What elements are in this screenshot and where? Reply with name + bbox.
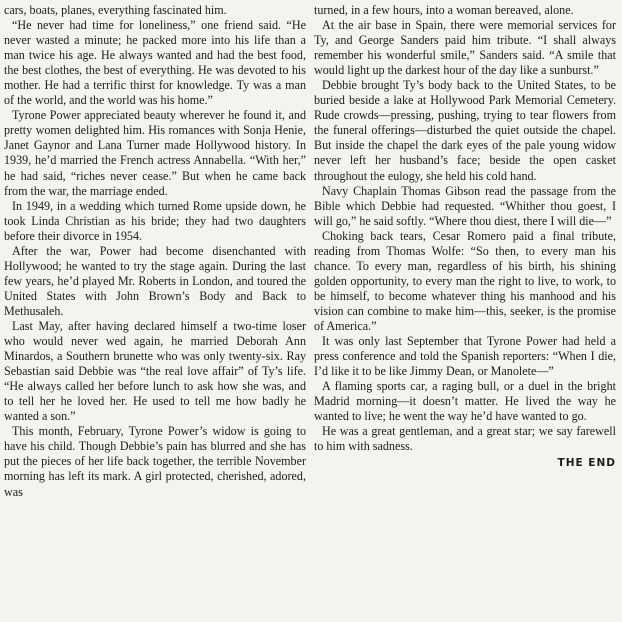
paragraph: Tyrone Power appreciated beauty wherever he found it, and pretty women delighted him. His romances with Sonja Henie, Janet Gaynor and Lana Turner made Hollywood history. In 1939, he’d married the French actress Annabella. “With her,” he had said, “riches never cease.” But when he came back from the war, the marriage ended.	[4, 108, 306, 198]
paragraph: A flaming sports car, a raging bull, or a duel in the bright Madrid morning—it doesn’t matter. He lived the way he wanted to live; he went the way he’d have wanted to go.	[314, 379, 616, 424]
paragraph: He was a great gentleman, and a great star; we say farewell to him with sadness.	[314, 424, 616, 454]
paragraph: “He never had time for loneliness,” one friend said. “He never wasted a minute; he packed more into his life than a man twice his age. He always wanted and had the best food, the best clothes, the best of everything. He was devoted to his mother. He had a terrific thirst for knowledge. Ty was a man of the world, and the world was his home.”	[4, 18, 306, 108]
paragraph: Last May, after having declared himself a two-time loser who would never wed again, he married Deborah Ann Minardos, a Southern brunette who was only twenty-six. Ray Sebastian said Debbie was “the real love affair” of Ty’s life. “He always called her before lunch to ask how she was, and to tell her he loved her. He used to tell me how badly he wanted a son.”	[4, 318, 306, 424]
paragraph: turned, in a few hours, into a woman bereaved, alone.	[314, 3, 574, 17]
paragraph: It was only last September that Tyrone Power had held a press conference and told the Spanish reporters: “When I die, I’d like it to be like Jimmy Dean, or Manolete—”	[314, 334, 616, 379]
paragraph: Navy Chaplain Thomas Gibson read the passage from the Bible which Debbie had requested. “Whither thou goest, I will go,” he said softly. “Where thou diest, there I will die—”	[314, 183, 616, 228]
paragraph: This month, February, Tyrone Power’s widow is going to have his child. Though Debbie’s pain has blurred and she has put the pieces of her life back together, the terrible November morning has left its mark. A girl protected, cherished, adored, was	[4, 424, 306, 499]
end-mark: THE END	[557, 457, 616, 470]
right-column	[314, 3, 616, 618]
paragraph: At the air base in Spain, there were memorial services for Ty, and George Sanders paid him tribute. “I shall always remember his wonderful smile,” Sanders said. “A smile that would light up the darkest hour of the day like a sunburst.”	[314, 18, 616, 78]
paragraph: Choking back tears, Cesar Romero paid a final tribute, reading from Thomas Wolfe: “So then, to every man his chance. To every man, regardless of his birth, his shining golden opportunity, to every man the right to live, to work, to be himself, to become whatever thing his manhood and his vision can combine to make him—this, seeker, is the promise of America.”	[314, 228, 616, 333]
paragraph: In 1949, in a wedding which turned Rome upside down, he took Linda Christian as his bride; they had two daughters before their divorce in 1954.	[4, 198, 306, 243]
paragraph: After the war, Power had become disenchanted with Hollywood; he wanted to try the stage again. During the last few years, he’d played Mr. Roberts in London, and toured the United States with John Brown’s Body and Back to Methusaleh.	[4, 243, 306, 318]
paragraph: Debbie brought Ty’s body back to the United States, to be buried beside a lake at Hollywood Park Memorial Cemetery. Rude crowds—pressing, pushing, trying to tear flowers from the funeral offerings—disturbed the quiet outside the chapel. But inside the chapel the dark eyes of the pale young widow never left her husband’s face; beside the open casket throughout the eulogy, she held his cold hand.	[314, 78, 616, 183]
paragraph: cars, boats, planes, everything fascinated him.	[4, 3, 227, 17]
left-column	[4, 3, 306, 618]
